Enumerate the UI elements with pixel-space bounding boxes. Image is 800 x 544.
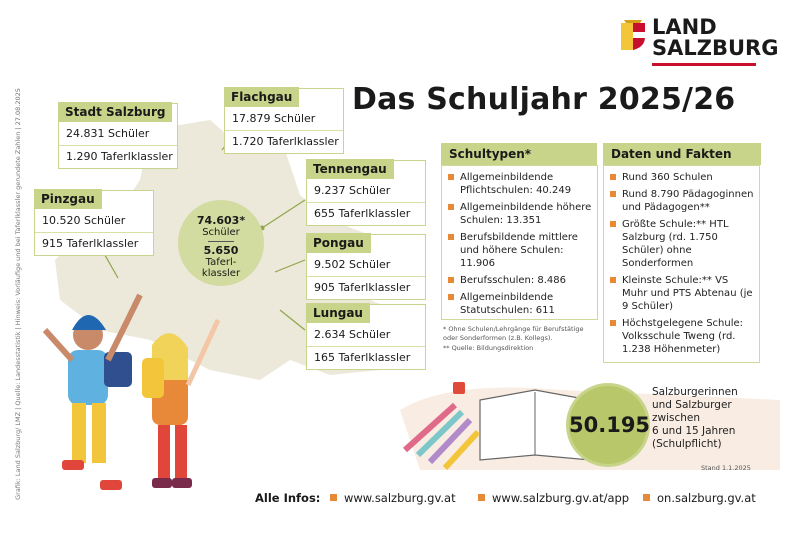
logo-line-2: SALZBURG	[652, 36, 779, 60]
region-box-pongau	[306, 234, 426, 300]
bullet-square-icon	[610, 221, 616, 227]
total-students-label: Schüler	[202, 227, 240, 238]
bullet-square-icon	[610, 320, 616, 326]
fakt-item: Rund 8.790 Pädagoginnen und Pädagogen**	[606, 188, 755, 214]
logo-wordmark	[652, 17, 778, 59]
population-caption-line: und Salzburger	[652, 399, 732, 411]
region-name: Flachgau	[224, 87, 299, 107]
schultypen-panel	[441, 165, 598, 320]
population-caption-line: 6 und 15 Jahren	[652, 425, 736, 437]
footer-link-on-salzburg[interactable]: on.salzburg.gv.at	[643, 491, 756, 505]
total-students-number: 74.603*	[196, 214, 246, 227]
region-name: Pinzgau	[34, 189, 102, 209]
footer-link-app[interactable]: www.salzburg.gv.at/app	[478, 491, 629, 505]
region-box-stadt-salzburg	[58, 103, 178, 169]
total-circle	[178, 200, 264, 286]
schultyp-item: Allgemeinbildende höhere Schulen: 13.351	[444, 201, 593, 227]
data-as-of-date: Stand 1.1.2025	[701, 464, 751, 472]
region-first-graders: 1.720 Taferlklassler	[225, 130, 343, 153]
fakt-item: Größte Schule:** HTL Salzburg (rd. 1.750 Schüler) ohne Sonderformen	[606, 218, 755, 270]
region-name: Lungau	[306, 303, 370, 323]
total-first-graders-label-1: Taferl-	[205, 257, 237, 268]
region-first-graders: 905 Taferlklassler	[307, 276, 425, 299]
schultypen-heading: Schultypen*	[441, 143, 597, 165]
fakt-item: Rund 360 Schulen	[606, 171, 755, 184]
footer-label: Alle Infos:	[255, 491, 321, 505]
region-box-flachgau	[224, 88, 344, 154]
schultyp-item: Berufsbildende mittlere und höhere Schulen: 11.906	[444, 231, 593, 270]
region-box-tennengau	[306, 160, 426, 226]
coat-of-arms-icon	[620, 19, 646, 51]
population-caption-line: Salzburgerinnen	[652, 386, 738, 398]
region-students: 2.634 Schüler	[314, 328, 391, 341]
bullet-square-icon	[448, 204, 454, 210]
population-caption-line: zwischen	[652, 412, 701, 424]
region-students: 9.502 Schüler	[314, 258, 391, 271]
population-number-badge: 50.195	[566, 383, 650, 467]
bullet-square-icon	[610, 191, 616, 197]
region-name: Pongau	[306, 233, 371, 253]
logo-underline	[652, 63, 756, 66]
region-students: 24.831 Schüler	[66, 127, 150, 140]
schultypen-footnote-2: ** Quelle: Bildungsdirektion	[443, 344, 534, 352]
footer-link-website[interactable]: www.salzburg.gv.at	[330, 491, 456, 505]
schultyp-item: Allgemeinbildende Pflichtschulen: 40.249	[444, 171, 593, 197]
divider	[208, 241, 234, 242]
bullet-square-icon	[448, 174, 454, 180]
region-students: 10.520 Schüler	[42, 214, 126, 227]
page-title: Das Schuljahr 2025/26	[352, 82, 736, 117]
fakt-item: Höchstgelegene Schule: Volksschule Tweng (rd. 1.238 Höhenmeter)	[606, 317, 755, 356]
schultyp-item: Allgemeinbildende Statutschulen: 611	[444, 291, 593, 317]
source-credit: Grafik: Land Salzburg/ LMZ | Quelle: Landesstatistik | Hinweis: Vorläufige und bei Taferlklassler gerundete Zahlen | 27.08.2025	[14, 88, 22, 500]
total-first-graders-number: 5.650	[203, 244, 239, 257]
schultypen-footnote-1: * Ohne Schulen/Lehrgänge für Berufstätige oder Sonderformen (z.B. Kollegs).	[443, 325, 584, 342]
region-students: 9.237 Schüler	[314, 184, 391, 197]
region-first-graders: 165 Taferlklassler	[307, 346, 425, 369]
schultyp-item: Berufsschulen: 8.486	[444, 274, 593, 287]
population-caption	[652, 386, 738, 451]
bullet-square-icon	[448, 234, 454, 240]
region-students: 17.879 Schüler	[232, 112, 316, 125]
total-first-graders-label-2: klassler	[201, 268, 241, 279]
population-caption-line: (Schulpflicht)	[652, 438, 722, 450]
fakten-heading: Daten und Fakten	[603, 143, 761, 165]
region-box-pinzgau	[34, 190, 154, 256]
region-first-graders: 915 Taferlklassler	[35, 232, 153, 255]
region-box-lungau	[306, 304, 426, 370]
bullet-square-icon	[478, 494, 485, 501]
region-name: Stadt Salzburg	[58, 102, 172, 122]
bullet-square-icon	[448, 277, 454, 283]
bullet-square-icon	[610, 277, 616, 283]
bullet-square-icon	[448, 294, 454, 300]
fakten-panel	[603, 165, 760, 363]
fakt-item: Kleinste Schule:** VS Muhr und PTS Abtenau (je 9 Schüler)	[606, 274, 755, 313]
logo-line-1: LAND	[652, 15, 717, 39]
bullet-square-icon	[643, 494, 650, 501]
region-name: Tennengau	[306, 159, 394, 179]
region-first-graders: 1.290 Taferlklassler	[59, 145, 177, 168]
region-first-graders: 655 Taferlklassler	[307, 202, 425, 225]
bullet-square-icon	[610, 174, 616, 180]
bullet-square-icon	[330, 494, 337, 501]
